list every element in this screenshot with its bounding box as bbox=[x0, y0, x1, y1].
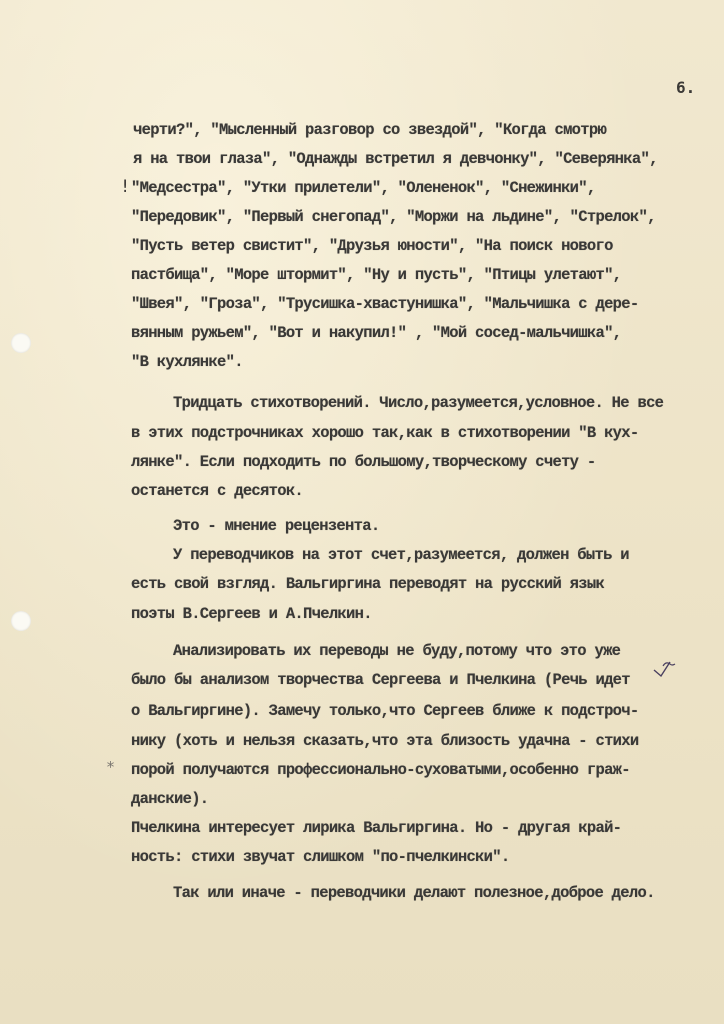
text-line: пастбища", "Море штормит", "Ну и пусть", "Птицы улетают", bbox=[131, 266, 622, 284]
text-line: "Швея", "Гроза", "Трусишка-хвастунишка", "Мальчишка с дере- bbox=[131, 295, 639, 313]
text-line: я на твои глаза", "Однажды встретил я девчонку", "Северянка", bbox=[133, 150, 658, 168]
punch-hole-bottom bbox=[11, 611, 31, 631]
margin-asterisk-mark: * bbox=[106, 758, 116, 776]
text-line: черти?", "Мысленный разговор со звездой", "Когда смотрю bbox=[133, 121, 607, 139]
text-line: Пчелкина интересует лирика Вальгиргина. Но - другая край- bbox=[131, 819, 622, 837]
text-line: Тридцать стихотворений. Число,разумеется,условное. Не все bbox=[173, 394, 664, 412]
text-line: "В кухлянке". bbox=[131, 353, 243, 371]
text-line: порой получаются профессионально-суховатыми,особенно граж- bbox=[131, 761, 630, 779]
text-line: о Вальгиргине). Замечу только,что Сергеев ближе к подстроч- bbox=[131, 702, 639, 720]
text-line: "Медсестра", "Утки прилетели", "Олененок", "Снежинки", bbox=[131, 179, 596, 197]
text-line: Это - мнение рецензента. bbox=[173, 517, 380, 535]
text-line: данские). bbox=[131, 790, 209, 808]
margin-mark: ! bbox=[120, 177, 131, 197]
text-line: было бы анализом творчества Сергеева и Пчелкина (Речь идет bbox=[131, 671, 630, 689]
text-line: нику (хоть и нельзя сказать,что эта близость удачна - стихи bbox=[131, 732, 639, 750]
text-line: вянным ружьем", "Вот и накупил!" , "Мой сосед-мальчишка", bbox=[131, 324, 622, 342]
text-line: Анализировать их переводы не буду,потому что это уже bbox=[173, 642, 621, 660]
punch-hole-top bbox=[11, 333, 31, 353]
text-line: У переводчиков на этот счет,разумеется, должен быть и bbox=[173, 546, 629, 564]
text-line: лянке". Если подходить по большому,творческому счету - bbox=[131, 453, 596, 471]
text-line: поэты В.Сергеев и А.Пчелкин. bbox=[131, 605, 372, 623]
text-line: в этих подстрочниках хорошо так,как в стихотворении "В кух- bbox=[131, 424, 639, 442]
page-number: 6. bbox=[676, 78, 696, 97]
text-line: "Передовик", "Первый снегопад", "Моржи на льдине", "Стрелок", bbox=[131, 208, 656, 226]
text-line: "Пусть ветер свистит", "Друзья юности", "На поиск нового bbox=[131, 237, 613, 255]
text-line: есть свой взгляд. Вальгиргина переводят на русский язык bbox=[131, 575, 605, 593]
text-line: останется с десяток. bbox=[131, 482, 304, 500]
text-line: ность: стихи звучат слишком "по-пчелкински". bbox=[131, 848, 510, 866]
handwritten-correction-mark bbox=[652, 660, 678, 678]
text-line: Так или иначе - переводчики делают полезное,доброе дело. bbox=[173, 884, 655, 902]
